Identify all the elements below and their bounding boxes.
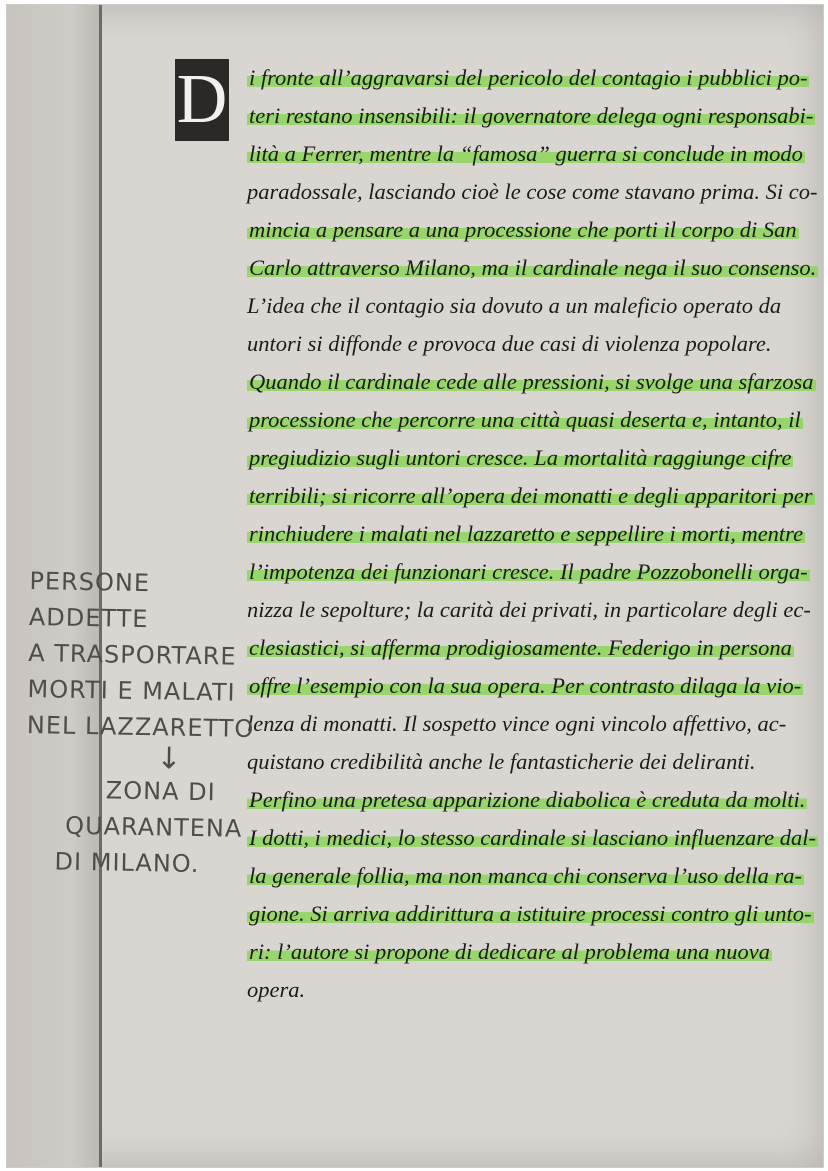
text-line: quistano credibilità anche le fantasticherie dei deliranti. bbox=[247, 749, 756, 774]
note-line: QUARANTENA bbox=[64, 811, 243, 843]
note-line: DI MILANO. bbox=[54, 847, 200, 879]
note-line: ADDETTE bbox=[28, 603, 149, 634]
text-line: untori si diffonde e provoca due casi di violenza popolare. bbox=[247, 331, 772, 356]
text-line: ri: l’autore si propone di dedicare al problema una nuova bbox=[249, 939, 770, 964]
text-line: l’impotenza dei funzionari cresce. Il padre Pozzobonelli orga- bbox=[249, 559, 808, 584]
text-line: Perfino una pretesa apparizione diabolica è creduta da molti. bbox=[249, 787, 806, 812]
text-line: Quando il cardinale cede alle pressioni, si svolge una sfarzosa bbox=[249, 369, 814, 394]
down-arrow-icon: ↓ bbox=[156, 741, 183, 777]
text-line: processione che percorre una città quasi deserta e, intanto, il bbox=[249, 407, 801, 432]
text-line: I dotti, i medici, lo stesso cardinale si lasciano influenzare dal- bbox=[249, 825, 817, 850]
text-line: gione. Si arriva addirittura a istituire processi contro gli unto- bbox=[249, 901, 812, 926]
book-page bbox=[6, 4, 824, 1168]
note-line: PERSONE bbox=[29, 567, 151, 598]
note-line: A TRASPORTARE bbox=[27, 639, 237, 671]
drop-cap: D bbox=[175, 59, 229, 141]
text-line: teri restano insensibili: il governatore delega ogni responsabi- bbox=[249, 103, 814, 128]
text-line: L’idea che il contagio sia dovuto a un maleficio operato da bbox=[247, 293, 782, 318]
note-line: ZONA DI bbox=[105, 776, 216, 807]
text-line: lenza di monatti. Il sospetto vince ogni vincolo affettivo, ac- bbox=[247, 711, 787, 736]
text-line: terribili; si ricorre all’opera dei monatti e degli apparitori per bbox=[249, 483, 813, 508]
text-line: Carlo attraverso Milano, ma il cardinale nega il suo consenso. bbox=[249, 255, 817, 280]
text-line: opera. bbox=[247, 977, 306, 1002]
text-line: mincia a pensare a una processione che porti il corpo di San bbox=[249, 217, 797, 242]
note-line: NEL LAZZARETTO bbox=[26, 710, 255, 743]
text-line: i fronte all’aggravarsi del pericolo del contagio i pubblici po- bbox=[249, 65, 808, 90]
text-line: pregiudizio sugli untori cresce. La mortalità raggiunge cifre bbox=[249, 445, 792, 470]
handwritten-margin-note bbox=[24, 563, 259, 883]
text-line: nizza le sepolture; la carità dei privati, in particolare degli ec- bbox=[247, 597, 811, 622]
text-line: paradossale, lasciando cioè le cose come stavano prima. Si co- bbox=[247, 179, 818, 204]
text-line: la generale follia, ma non manca chi conserva l’uso della ra- bbox=[249, 863, 803, 888]
text-line: lità a Ferrer, mentre la “famosa” guerra si conclude in modo bbox=[249, 141, 803, 166]
text-line: clesiastici, si afferma prodigiosamente. Federigo in persona bbox=[249, 635, 792, 660]
text-line: rinchiudere i malati nel lazzaretto e seppellire i morti, mentre bbox=[249, 521, 804, 546]
note-line: MORTI E MALATI bbox=[27, 675, 236, 707]
text-line: offre l’esempio con la sua opera. Per contrasto dilaga la vio- bbox=[249, 673, 802, 698]
